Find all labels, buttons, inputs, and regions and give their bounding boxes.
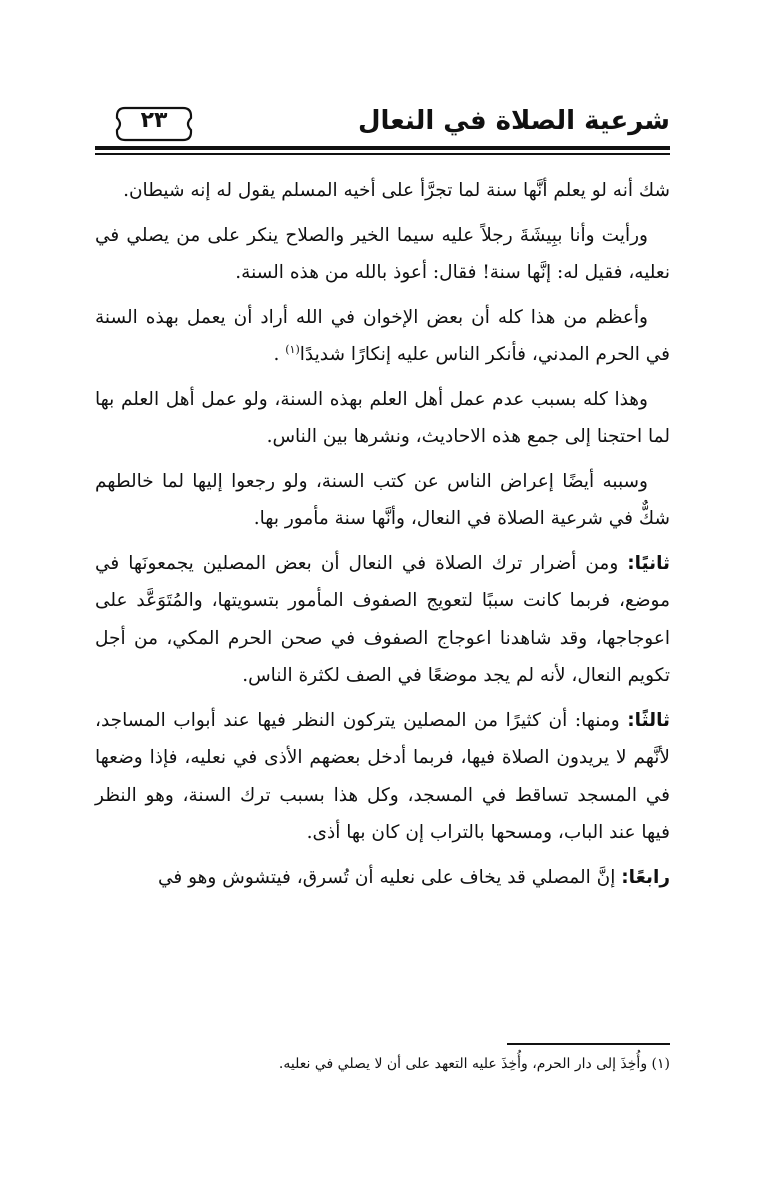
main-text bbox=[95, 172, 670, 903]
footnote-separator bbox=[507, 1043, 670, 1045]
running-header bbox=[95, 96, 670, 156]
point-3-text: ومنها: أن كثيرًا من المصلين يتركون النظر فيها عند أبواب المساجد، لأنَّهم لا يريدون الصلاة فيها، فربما أدخل بعضهم الأذى في نعليه، فإذا وضعها في المسجد تساقط في المسجد، وكل هذا بسبب ترك السنة، وهو النظر فيها عند الباب، ومسحها بالتراب إن كان بها أذى. bbox=[95, 709, 670, 843]
header-rule-thin bbox=[95, 153, 670, 155]
paragraph-4: وهذا كله بسبب عدم عمل أهل العلم بهذه السنة، ولو عمل أهل العلم بها لما احتجنا إلى جمع هذه الاحاديث، ونشرها بين الناس. bbox=[95, 388, 670, 447]
point-2-text: ومن أضرار ترك الصلاة في النعال أن بعض المصلين يجمعونَها في موضع، فربما كانت سببًا لتعويج الصفوف المأمور بتسويتها، والمُتَوَعَّد على اعوجاجها، وقد شاهدنا اعوجاج الصفوف في صحن الحرم المكي، من أجل تكويم النعال، لأنه لم يجد موضعًا في الصف لكثرة الناس. bbox=[95, 552, 670, 686]
point-4-lead: رابعًا: bbox=[621, 866, 670, 888]
header-title: شرعية الصلاة في النعال bbox=[357, 106, 670, 136]
footnote-reference[interactable]: (١) bbox=[285, 342, 300, 356]
paragraph-5: وسببه أيضًا إعراض الناس عن كتب السنة، ولو رجعوا إليها لما خالطهم شكٌّ في شرعية الصلاة في النعال، وأنَّها سنة مأمور بها. bbox=[95, 470, 670, 529]
page-number-badge bbox=[113, 104, 195, 144]
page-number: ٢٣ bbox=[140, 108, 168, 133]
point-3-lead: ثالثًا: bbox=[627, 709, 670, 731]
footnote: (١) وأُخِذَ إلى دار الحرم، وأُخِذَ عليه التعهد على أن لا يصلي في نعليه. bbox=[278, 1056, 670, 1072]
point-2 bbox=[95, 545, 670, 695]
paragraph-3-text: وأعظم من هذا كله أن بعض الإخوان في الله أراد أن يعمل بهذه السنة في الحرم المدني، فأنكر الناس عليه إنكارًا شديدًا bbox=[95, 306, 670, 365]
paragraph-2: ورأيت وأنا ببِيشَةَ رجلاً عليه سيما الخير والصلاح ينكر على من يصلي في نعليه، فقيل له: إنَّها سنة! فقال: أعوذ بالله من هذه السنة. bbox=[95, 224, 670, 283]
header-rule-thick bbox=[95, 146, 670, 150]
point-4 bbox=[95, 859, 670, 897]
paragraph-1: شك أنه لو يعلم أنَّها سنة لما تجرَّأ على أخيه المسلم يقول له إنه شيطان. bbox=[123, 180, 670, 201]
point-3 bbox=[95, 702, 670, 852]
point-2-lead: ثانيًا: bbox=[627, 552, 670, 574]
point-4-text: إنَّ المصلي قد يخاف على نعليه أن تُسرق، فيتشوش وهو في bbox=[157, 866, 622, 888]
paragraph-3: وأعظم من هذا كله أن بعض الإخوان في الله أراد أن يعمل بهذه السنة في الحرم المدني، فأنكر الناس عليه إنكارًا شديدًا$^{(١)}$ . bbox=[95, 306, 670, 365]
